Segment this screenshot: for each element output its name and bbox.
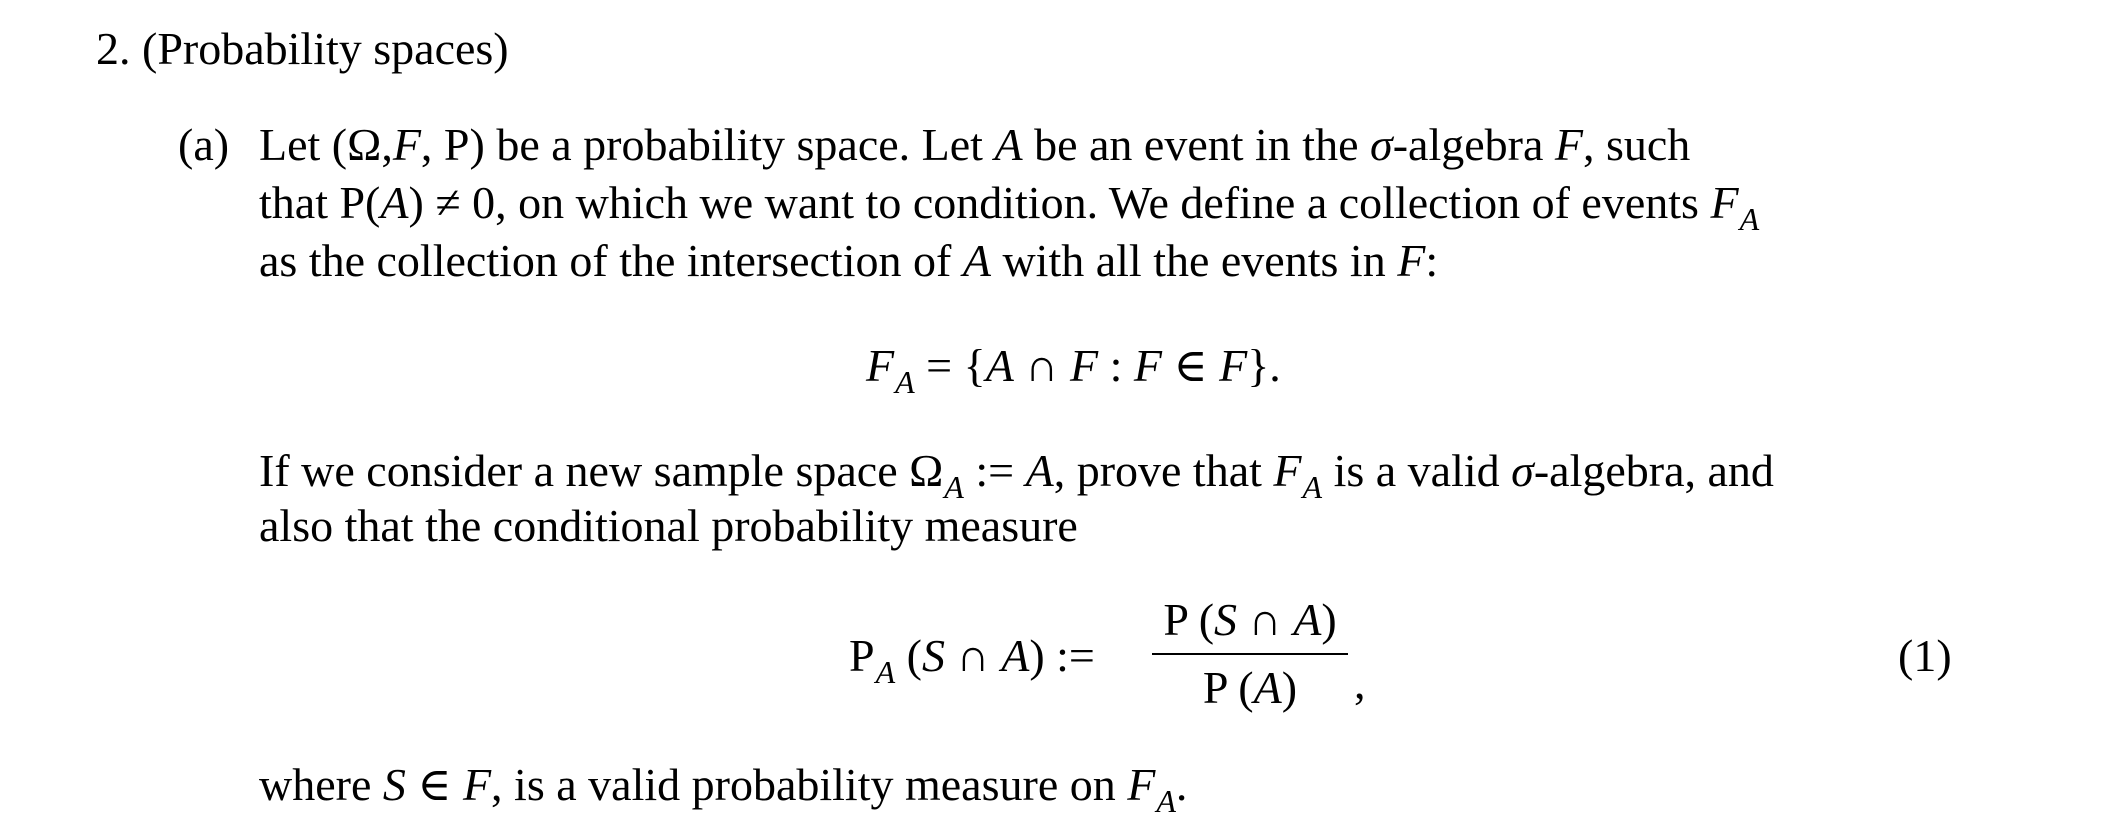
text: -algebra, and [1533,445,1774,496]
math-sigma: σ [1511,445,1534,496]
math-text: = { [914,340,986,391]
math-F: F [462,759,492,810]
math-A: A [1001,630,1030,681]
text: : [1425,235,1439,286]
math-event-A: A [380,177,409,228]
display-equation-PA-lhs [849,630,1095,690]
math-P: P [849,630,875,681]
math-event-A: A [994,119,1023,170]
fraction-numerator [1152,594,1348,645]
paragraph-line-5: also that the conditional probability measure [259,500,1078,551]
text: be an event in the [1034,119,1359,170]
math-A: A [985,340,1014,391]
paragraph-line-1 [259,119,1691,170]
math-cap: ∩ [1013,340,1071,391]
math-colon: : [1098,340,1134,391]
math-omega: Ω [347,119,382,170]
text: , is a valid probability measure on [491,759,1116,810]
math-F: F [1127,759,1156,810]
math-cap: ∩ [1237,594,1294,645]
math-in: ∈ [1162,340,1220,391]
math-subscript-A: A [895,364,915,400]
text: -algebra [1392,119,1544,170]
math-F: F [1219,340,1248,391]
math-sigma-algebra-F: F [1397,235,1426,286]
text: that P( [259,177,381,228]
math-A: A [1025,445,1054,496]
text: Let ( [259,119,348,170]
math-F-A: F [1710,177,1739,228]
math-F-var: F [1070,340,1099,391]
text: , prove that [1053,445,1262,496]
text: ) ≠ 0, on which we want to condition. We define a collection of events [408,177,1699,228]
text: is a valid [1333,445,1500,496]
math-sigma-algebra-F: F [392,119,421,170]
math-F: F [1273,445,1302,496]
text: := [963,445,1026,496]
math-text: ) := [1029,630,1095,681]
math-S: S [382,759,406,810]
math-event-A: A [962,235,991,286]
text: where [259,759,372,810]
math-subscript-A: A [875,654,896,690]
math-text: P ( [1202,662,1254,713]
fraction-bar [1152,653,1348,655]
paragraph-line-2 [259,177,1760,237]
math-S: S [1214,594,1238,645]
math-sigma: σ [1370,119,1393,170]
math-F: F [866,340,895,391]
paragraph-line-4 [259,445,1774,505]
math-subscript-A: A [944,469,964,505]
text: as the collection of the intersection of [259,235,952,286]
math-text: ) [1281,662,1298,713]
math-subscript-A: A [1302,469,1323,505]
text: If we consider a new sample space Ω [259,445,944,496]
math-A: A [1293,594,1322,645]
math-text: }. [1247,340,1281,391]
math-cap: ∩ [944,630,1002,681]
math-text: P ( [1163,594,1215,645]
fraction-denominator [1152,662,1348,713]
math-subscript-A: A [1156,783,1176,819]
text: , P) be a probability space. Let [420,119,983,170]
math-sigma-algebra-F: F [1554,119,1583,170]
math-A: A [1253,662,1282,713]
math-in: ∈ [405,759,463,810]
problem-title: (Probability spaces) [142,23,509,74]
fraction [1152,594,1348,713]
equation-comma: , [1354,657,1366,708]
text: , such [1582,119,1691,170]
text: . [1175,759,1188,810]
part-label: (a) [178,119,230,170]
paragraph-line-6 [259,759,1188,819]
problem-number: 2. [96,23,131,74]
text: , [381,119,393,170]
paragraph-line-3 [259,235,1439,286]
math-subscript-A: A [1739,201,1760,237]
math-text: ( [895,630,922,681]
math-text: ) [1321,594,1337,645]
math-F-var: F [1133,340,1163,391]
text: with all the events in [1002,235,1386,286]
problem-heading [96,23,509,74]
display-equation-FA [866,340,1281,400]
equation-number: (1) [1898,630,1952,681]
math-S: S [921,630,945,681]
